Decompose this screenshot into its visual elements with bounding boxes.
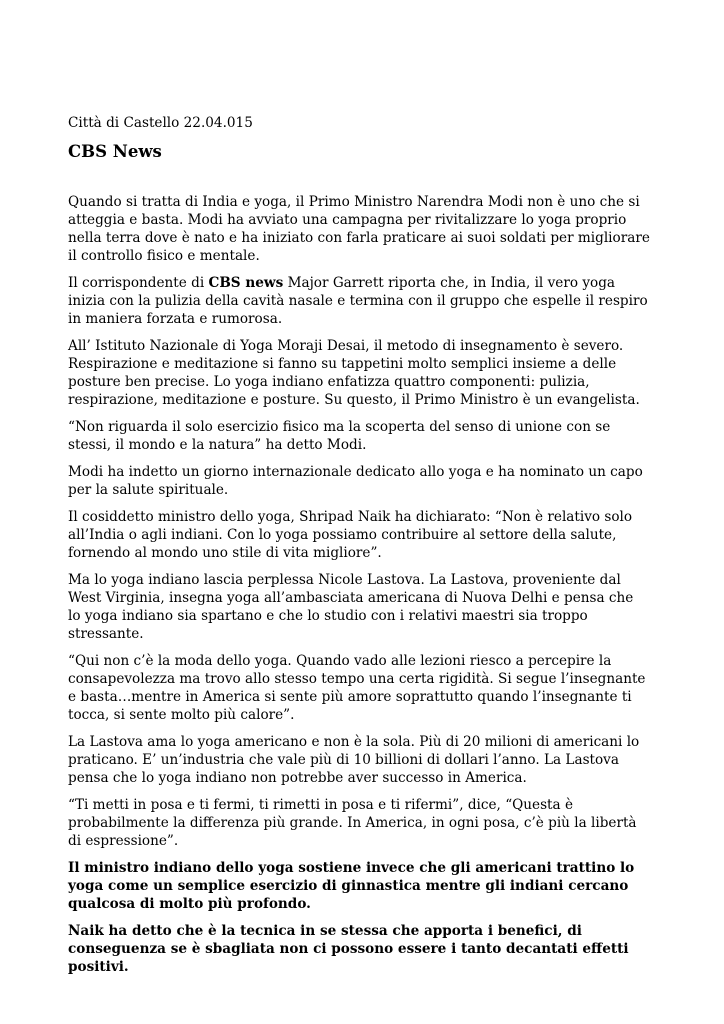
paragraph-12-bold: Naik ha detto che è la tecnica in se stessa che apporta i benefici, di conseguenza se è sbagliata non ci possono essere i tanto decantati effetti positivi.	[68, 923, 629, 975]
paragraph-9: La Lastova ama lo yoga americano e non è la sola. Più di 20 milioni di americani lo praticano. E’ un’industria che vale più di 10 billioni di dollari l’anno. La Lastova pensa che lo yoga indiano non potrebbe aver successo in America.	[68, 734, 640, 786]
paragraph-11-bold: Il ministro indiano dello yoga sostiene invece che gli americani trattino lo yoga come un semplice esercizio di ginnastica mentre gli indiani cercano qualcosa di molto più profondo.	[68, 860, 635, 912]
document-page	[68, 114, 650, 985]
paragraph-2-start: Il corrispondente di	[68, 275, 209, 291]
dateline: Città di Castello 22.04.015	[68, 115, 253, 131]
paragraph-3: All’ Istituto Nazionale di Yoga Moraji Desai, il metodo di insegnamento è severo. Respirazione e meditazione si fanno su tappetini molto semplici insieme a delle posture ben precise. Lo yoga indiano enfatizza quattro componenti: pulizia, respirazione, meditazione e posture. Su questo, il Primo Ministro è un evangelista.	[68, 338, 640, 408]
paragraph-1: Quando si tratta di India e yoga, il Primo Ministro Narendra Modi non è uno che si atteggia e basta. Modi ha avviato una campagna per rivitalizzare lo yoga proprio nella terra dove è nato e ha iniziato con farla praticare ai suoi soldati per migliorare il controllo fisico e mentale.	[68, 194, 650, 264]
paragraph-6: Il cosiddetto ministro dello yoga, Shripad Naik ha dichiarato: “Non è relativo solo all’India o agli indiani. Con lo yoga possiamo contribuire al settore della salute, fornendo al mondo uno stile di vita migliore”.	[68, 509, 633, 561]
headline: CBS News	[68, 142, 162, 161]
paragraph-7: Ma lo yoga indiano lascia perplessa Nicole Lastova. La Lastova, proveniente dal West Virginia, insegna yoga all’ambasciata americana di Nuova Delhi e pensa che lo yoga indiano sia spartano e che lo studio con i relativi maestri sia troppo stressante.	[68, 572, 634, 642]
paragraph-4: “Non riguarda il solo esercizio fisico ma la scoperta del senso di unione con se stessi, il mondo e la natura” ha detto Modi.	[68, 419, 611, 453]
paragraph-8: “Qui non c’è la moda dello yoga. Quando vado alle lezioni riesco a percepire la consapevolezza ma trovo allo stesso tempo una certa rigidità. Si segue l’insegnante e basta…mentre in America si sente più amore soprattutto quando l’insegnante ti tocca, si sente molto più calore”.	[68, 653, 646, 723]
cbs-news-bold: CBS news	[208, 275, 284, 291]
paragraph-2	[68, 274, 650, 328]
paragraph-2-end: Major Garrett riporta che, in India, il vero yoga inizia con la pulizia della cavità nasale e termina con il gruppo che espelle il respiro in maniera forzata e rumorosa.	[68, 275, 648, 327]
paragraph-10: “Ti metti in posa e ti fermi, ti rimetti in posa e ti rifermi”, dice, “Questa è probabilmente la differenza più grande. In America, in ogni posa, c’è più la libertà di espressione”.	[68, 797, 637, 849]
paragraph-5: Modi ha indetto un giorno internazionale dedicato allo yoga e ha nominato un capo per la salute spirituale.	[68, 464, 643, 498]
